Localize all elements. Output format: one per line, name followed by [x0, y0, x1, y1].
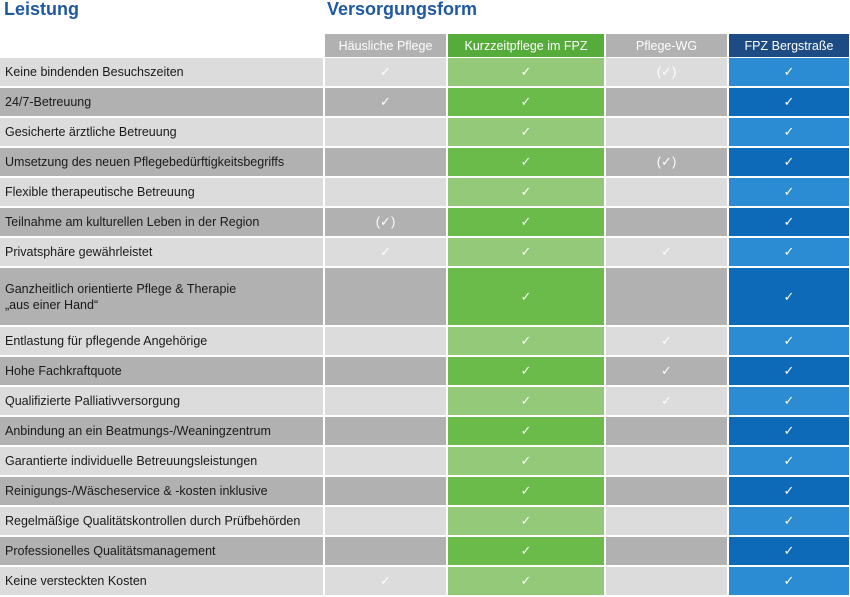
- empty-cell: [323, 417, 446, 447]
- check-icon: ✓: [323, 567, 446, 597]
- partial-check-icon: (✓): [604, 148, 727, 178]
- check-icon: ✓: [604, 357, 727, 387]
- row-label-line: 24/7-Betreuung: [5, 95, 92, 109]
- table-row: [0, 387, 849, 417]
- empty-cell: [604, 417, 727, 447]
- table-row: [0, 238, 849, 268]
- empty-cell: [604, 118, 727, 148]
- heading-versorgungsform: Versorgungsform: [327, 0, 478, 19]
- row-label: [0, 477, 323, 507]
- column-header-pflege-wg: Pflege-WG: [604, 34, 727, 58]
- check-icon: ✓: [727, 537, 849, 567]
- empty-cell: [323, 178, 446, 208]
- empty-cell: [323, 148, 446, 178]
- row-label-line: Keine bindenden Besuchszeiten: [5, 65, 184, 79]
- check-icon: ✓: [446, 537, 604, 567]
- check-icon: ✓: [446, 88, 604, 118]
- check-icon: ✓: [323, 88, 446, 118]
- check-icon: ✓: [604, 238, 727, 268]
- empty-cell: [604, 507, 727, 537]
- row-label-line: Regelmäßige Qualitätskontrollen durch Prüfbehörden: [5, 514, 301, 528]
- row-label-line: Garantierte individuelle Betreuungsleistungen: [5, 454, 258, 468]
- table-row: [0, 327, 849, 357]
- check-icon: ✓: [727, 477, 849, 507]
- check-icon: ✓: [727, 447, 849, 477]
- empty-cell: [323, 118, 446, 148]
- row-label-line: Keine versteckten Kosten: [5, 574, 147, 588]
- check-icon: ✓: [446, 417, 604, 447]
- table-row: [0, 477, 849, 507]
- row-label-line: Anbindung an ein Beatmungs-/Weaningzentrum: [5, 424, 271, 438]
- check-icon: ✓: [446, 148, 604, 178]
- partial-check-icon: (✓): [323, 208, 446, 238]
- row-label-line: Teilnahme am kulturellen Leben in der Region: [5, 215, 260, 229]
- check-icon: ✓: [727, 387, 849, 417]
- row-label: [0, 208, 323, 238]
- empty-cell: [323, 327, 446, 357]
- empty-cell: [604, 208, 727, 238]
- row-label-line: Professionelles Qualitätsmanagement: [5, 544, 216, 558]
- empty-cell: [604, 178, 727, 208]
- check-icon: ✓: [446, 208, 604, 238]
- check-icon: ✓: [446, 238, 604, 268]
- check-icon: ✓: [727, 357, 849, 387]
- check-icon: ✓: [727, 417, 849, 447]
- row-label: [0, 268, 323, 327]
- row-label: [0, 357, 323, 387]
- table-row: [0, 507, 849, 537]
- row-label-line: Qualifizierte Palliativversorgung: [5, 394, 181, 408]
- row-label: [0, 148, 323, 178]
- check-icon: ✓: [446, 447, 604, 477]
- check-icon: ✓: [727, 148, 849, 178]
- check-icon: ✓: [727, 567, 849, 597]
- row-label: [0, 238, 323, 268]
- partial-check-icon: (✓): [604, 58, 727, 88]
- table-row: [0, 178, 849, 208]
- column-header-kurzzeitpflege: Kurzzeitpflege im FPZ: [446, 34, 604, 58]
- check-icon: ✓: [446, 567, 604, 597]
- check-icon: ✓: [323, 238, 446, 268]
- row-label: [0, 567, 323, 597]
- heading-leistung: Leistung: [4, 0, 79, 19]
- check-icon: ✓: [727, 208, 849, 238]
- table-row: [0, 567, 849, 597]
- table-row: [0, 417, 849, 447]
- check-icon: ✓: [446, 118, 604, 148]
- table-row: [0, 357, 849, 387]
- check-icon: ✓: [446, 387, 604, 417]
- empty-cell: [323, 477, 446, 507]
- column-header-haeusliche-pflege: Häusliche Pflege: [323, 34, 446, 58]
- empty-cell: [604, 477, 727, 507]
- row-label: [0, 447, 323, 477]
- table-row: [0, 58, 849, 88]
- row-label: [0, 387, 323, 417]
- empty-cell: [604, 88, 727, 118]
- comparison-table: [0, 34, 849, 597]
- row-label: [0, 118, 323, 148]
- check-icon: ✓: [727, 118, 849, 148]
- table-row: [0, 118, 849, 148]
- row-label-line: Privatsphäre gewährleistet: [5, 245, 153, 259]
- table-row: [0, 88, 849, 118]
- empty-cell: [323, 447, 446, 477]
- table-row: [0, 537, 849, 567]
- check-icon: ✓: [446, 327, 604, 357]
- check-icon: ✓: [323, 58, 446, 88]
- empty-cell: [604, 447, 727, 477]
- row-label: [0, 537, 323, 567]
- empty-cell: [323, 507, 446, 537]
- table-body: [0, 58, 849, 597]
- check-icon: ✓: [727, 58, 849, 88]
- table-row: [0, 208, 849, 238]
- check-icon: ✓: [446, 268, 604, 327]
- check-icon: ✓: [727, 178, 849, 208]
- empty-cell: [604, 537, 727, 567]
- row-label-line: Ganzheitlich orientierte Pflege & Therapie: [5, 281, 237, 296]
- check-icon: ✓: [446, 477, 604, 507]
- table-row: [0, 447, 849, 477]
- empty-cell: [323, 268, 446, 327]
- check-icon: ✓: [446, 58, 604, 88]
- check-icon: ✓: [727, 327, 849, 357]
- empty-cell: [323, 357, 446, 387]
- row-label-line: Hohe Fachkraftquote: [5, 364, 122, 378]
- row-label-line: Gesicherte ärztliche Betreuung: [5, 125, 177, 139]
- row-label-line: Reinigungs-/Wäscheservice & -kosten inklusive: [5, 484, 268, 498]
- row-label: [0, 417, 323, 447]
- check-icon: ✓: [446, 507, 604, 537]
- check-icon: ✓: [604, 327, 727, 357]
- empty-cell: [604, 268, 727, 327]
- check-icon: ✓: [727, 507, 849, 537]
- row-label-line: Entlastung für pflegende Angehörige: [5, 334, 208, 348]
- row-label: [0, 507, 323, 537]
- row-label: [0, 88, 323, 118]
- table-row: [0, 268, 849, 327]
- row-label-line: Umsetzung des neuen Pflegebedürftigkeitsbegriffs: [5, 155, 285, 169]
- row-label-line: Flexible therapeutische Betreuung: [5, 185, 195, 199]
- header-blank-cell: [0, 34, 323, 58]
- check-icon: ✓: [604, 387, 727, 417]
- check-icon: ✓: [446, 357, 604, 387]
- check-icon: ✓: [727, 268, 849, 327]
- row-label: [0, 58, 323, 88]
- row-label-line: „aus einer Hand“: [5, 297, 99, 312]
- check-icon: ✓: [727, 88, 849, 118]
- row-label: [0, 178, 323, 208]
- check-icon: ✓: [727, 238, 849, 268]
- column-header-fpz-bergstrasse: FPZ Bergstraße: [727, 34, 849, 58]
- row-label: [0, 327, 323, 357]
- table-row: [0, 148, 849, 178]
- empty-cell: [323, 537, 446, 567]
- header-row: [0, 34, 849, 58]
- check-icon: ✓: [446, 178, 604, 208]
- empty-cell: [604, 567, 727, 597]
- empty-cell: [323, 387, 446, 417]
